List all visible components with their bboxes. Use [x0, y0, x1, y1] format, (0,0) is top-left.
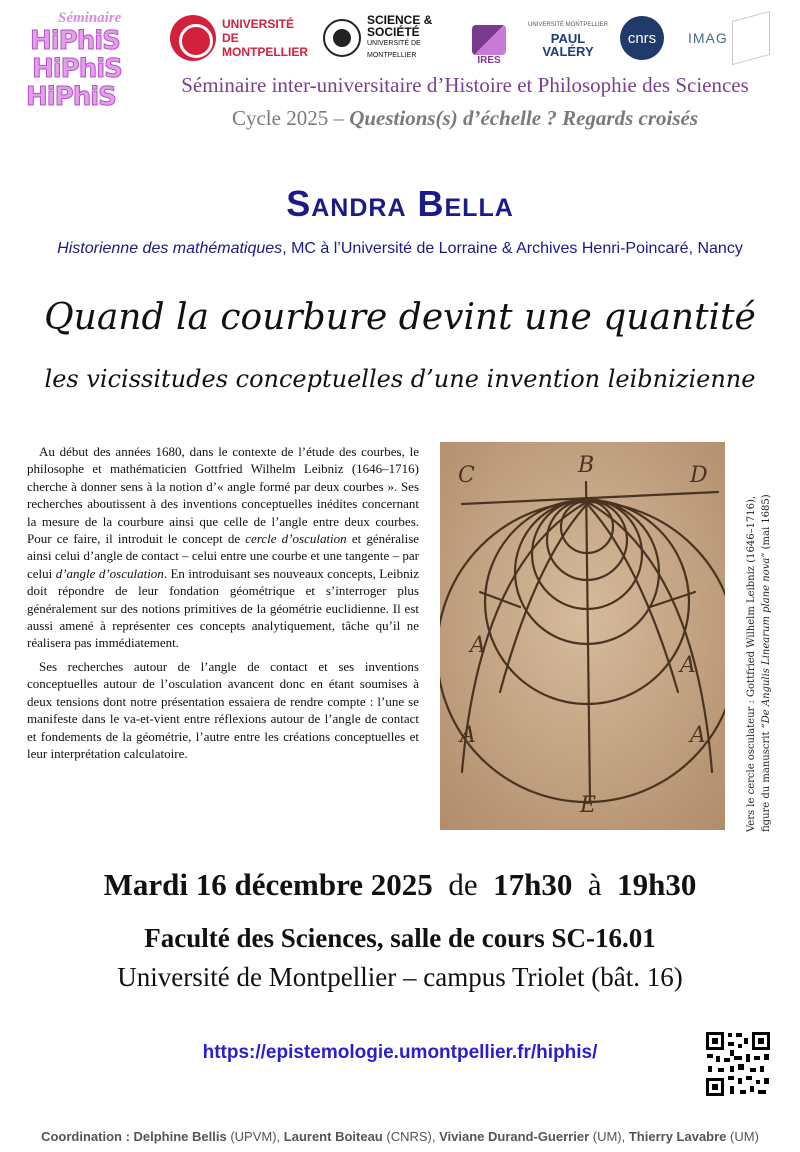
event-datetime	[0, 867, 800, 903]
speaker-institution: , MC à l’Université de Lorraine & Archives Henri-Poincaré, Nancy	[282, 240, 743, 257]
speaker-affiliation	[0, 240, 800, 258]
ires-logo-text: IRES	[477, 55, 501, 66]
hiphis-logo-mark: HiPhiS	[30, 26, 120, 56]
figure-letter: A	[680, 653, 696, 678]
ires-logo	[468, 10, 510, 66]
figure-letter: C	[458, 463, 475, 488]
science-societe-logo-text: SCIENCE & SOCIÉTÉ	[367, 13, 433, 39]
coordinator-name: Delphine Bellis	[133, 1129, 227, 1144]
science-societe-logo-subtext: UNIVERSITÉ DE MONTPELLIER	[367, 40, 421, 59]
event-end-time: 19h30	[617, 867, 697, 902]
figure-caption-line: Vers le cercle osculateur : Gottfried Wilhelm Leibniz (1646–1716),	[746, 495, 757, 832]
osculating-circles-drawing	[440, 442, 725, 830]
hiphis-logo-mark: HiPhiS	[32, 54, 122, 84]
hiphis-logo	[20, 10, 148, 120]
montpellier-university-logo	[170, 10, 308, 66]
figure-caption-manuscript-title: “De Angulis Linearum plane nova”	[761, 552, 772, 729]
um-seal-icon	[170, 15, 216, 61]
abstract-text: Au début des années 1680, dans le contexte de l’étude des courbes, le philosophe et mathématicien Gottfried Wilhelm Leibniz (1646–1716) cherche à donner sens à la notion d’« angle formé par deux courbes ». Ses recherches aboutissent à des inventions conceptuelles inédites concernant la mesure de la courbure ainsi que celle de l’angle entre deux courbes. Pour ce faire, il introduit le concept de	[27, 444, 419, 547]
figure-letter: A	[460, 723, 476, 748]
speaker-name: Sandra Bella	[286, 183, 514, 224]
abstract-paragraph-1	[27, 443, 419, 652]
figure-letter: D	[690, 463, 708, 488]
um-logo-text: UNIVERSITÉ DE MONTPELLIER	[222, 17, 308, 59]
figure-letter: A	[470, 633, 486, 658]
seminar-website-link[interactable]: https://epistemologie.umontpellier.fr/hiphis/	[202, 1042, 598, 1063]
talk-subtitle: les vicissitudes conceptuelles d’une invention leibnizienne	[44, 365, 756, 393]
coordinator-name: Viviane Durand-Guerrier	[439, 1129, 590, 1144]
abstract-term: d’angle d’osculation	[55, 565, 164, 581]
event-from-word: de	[448, 867, 478, 902]
figure-caption-text: figure du manuscrit	[761, 728, 772, 832]
manuscript-figure	[440, 442, 725, 830]
figure-caption-text: (mai 1685)	[761, 494, 772, 553]
abstract-text: . En introduisant ses nouveaux concepts, Leibniz doit répondre de leur fondation géométrique et s’interroger plus généralement sur des notions primitives de la géométrie euclidienne. Il est aussi amené à représenter ces concepts analytiquement, tâche qu’il ne réalisera pas immédiatement.	[27, 565, 419, 651]
abstract-paragraph-2: Ses recherches autour de l’angle de contact et ses inventions conceptuelles autour de l’osculation avancent donc en étant soumises à deux tensions dont notre présentation essaiera de rendre compte : l’une se manifeste dans le va-et-vient entre réflexions autour de l’angle de contact et fondements de la géométrie, l’autre entre les créations conceptuelles et leur interprétation calculatoire.	[27, 658, 419, 761]
speaker-role: Historienne des mathématiques	[57, 240, 283, 257]
coordinator-institution: (UM)	[726, 1129, 759, 1144]
paul-valery-logo	[528, 10, 608, 66]
event-room: Faculté des Sciences, salle de cours SC-16.01	[144, 923, 656, 953]
imag-emblem-icon	[732, 11, 770, 65]
imag-logo-text: IMAG	[688, 30, 728, 46]
seminar-title: Séminaire inter-universitaire d’Histoire et Philosophie des Sciences	[181, 73, 749, 97]
cycle-prefix: Cycle 2025 –	[231, 106, 344, 130]
cnrs-logo-text: cnrs	[620, 16, 664, 60]
cnrs-logo	[619, 10, 665, 66]
event-campus: Université de Montpellier – campus Triolet (bât. 16)	[117, 962, 683, 992]
event-start-time: 17h30	[493, 867, 573, 902]
abstract-term: cercle d’osculation	[245, 531, 347, 547]
paul-valery-logo-text: PAUL VALÉRY	[542, 30, 594, 59]
event-date: Mardi 16 décembre 2025	[103, 867, 433, 902]
coordination-line	[0, 1129, 800, 1144]
abstract	[27, 443, 419, 768]
figure-caption	[744, 442, 780, 832]
paul-valery-logo-subtext: UNIVERSITÉ MONTPELLIER	[528, 21, 609, 28]
cycle-theme: Questions(s) d’échelle ? Regards croisés	[349, 106, 699, 130]
cycle-line	[150, 106, 780, 131]
talk-title: Quand la courbure devint une quantité	[44, 297, 756, 338]
coordinator-name: Laurent Boiteau	[283, 1129, 383, 1144]
figure-letter: A	[690, 723, 706, 748]
hiphis-logo-mark: HiPhiS	[26, 82, 116, 112]
coordinator-institution: (CNRS),	[382, 1129, 440, 1144]
coordination-label: Coordination :	[41, 1129, 134, 1144]
figure-letter: E	[580, 793, 597, 818]
coordinator-name: Thierry Lavabre	[628, 1129, 727, 1144]
figure-caption-line	[759, 442, 774, 832]
science-societe-logo	[323, 10, 441, 66]
figure-letter: B	[578, 453, 595, 478]
science-societe-emblem-icon	[323, 19, 361, 57]
puzzle-icon	[472, 25, 506, 55]
abstract-text: et généralise ainsi celui d’angle de contact – celui entre une courbe et une tangente – par celui	[27, 531, 420, 581]
qr-code-icon[interactable]	[704, 1030, 772, 1098]
coordinator-institution: (UPVM),	[226, 1129, 284, 1144]
event-to-word: à	[587, 867, 602, 902]
hiphis-logo-seminaire: Séminaire	[58, 10, 122, 26]
imag-logo	[688, 10, 770, 66]
coordinator-institution: (UM),	[589, 1129, 629, 1144]
partner-logos	[168, 10, 788, 66]
